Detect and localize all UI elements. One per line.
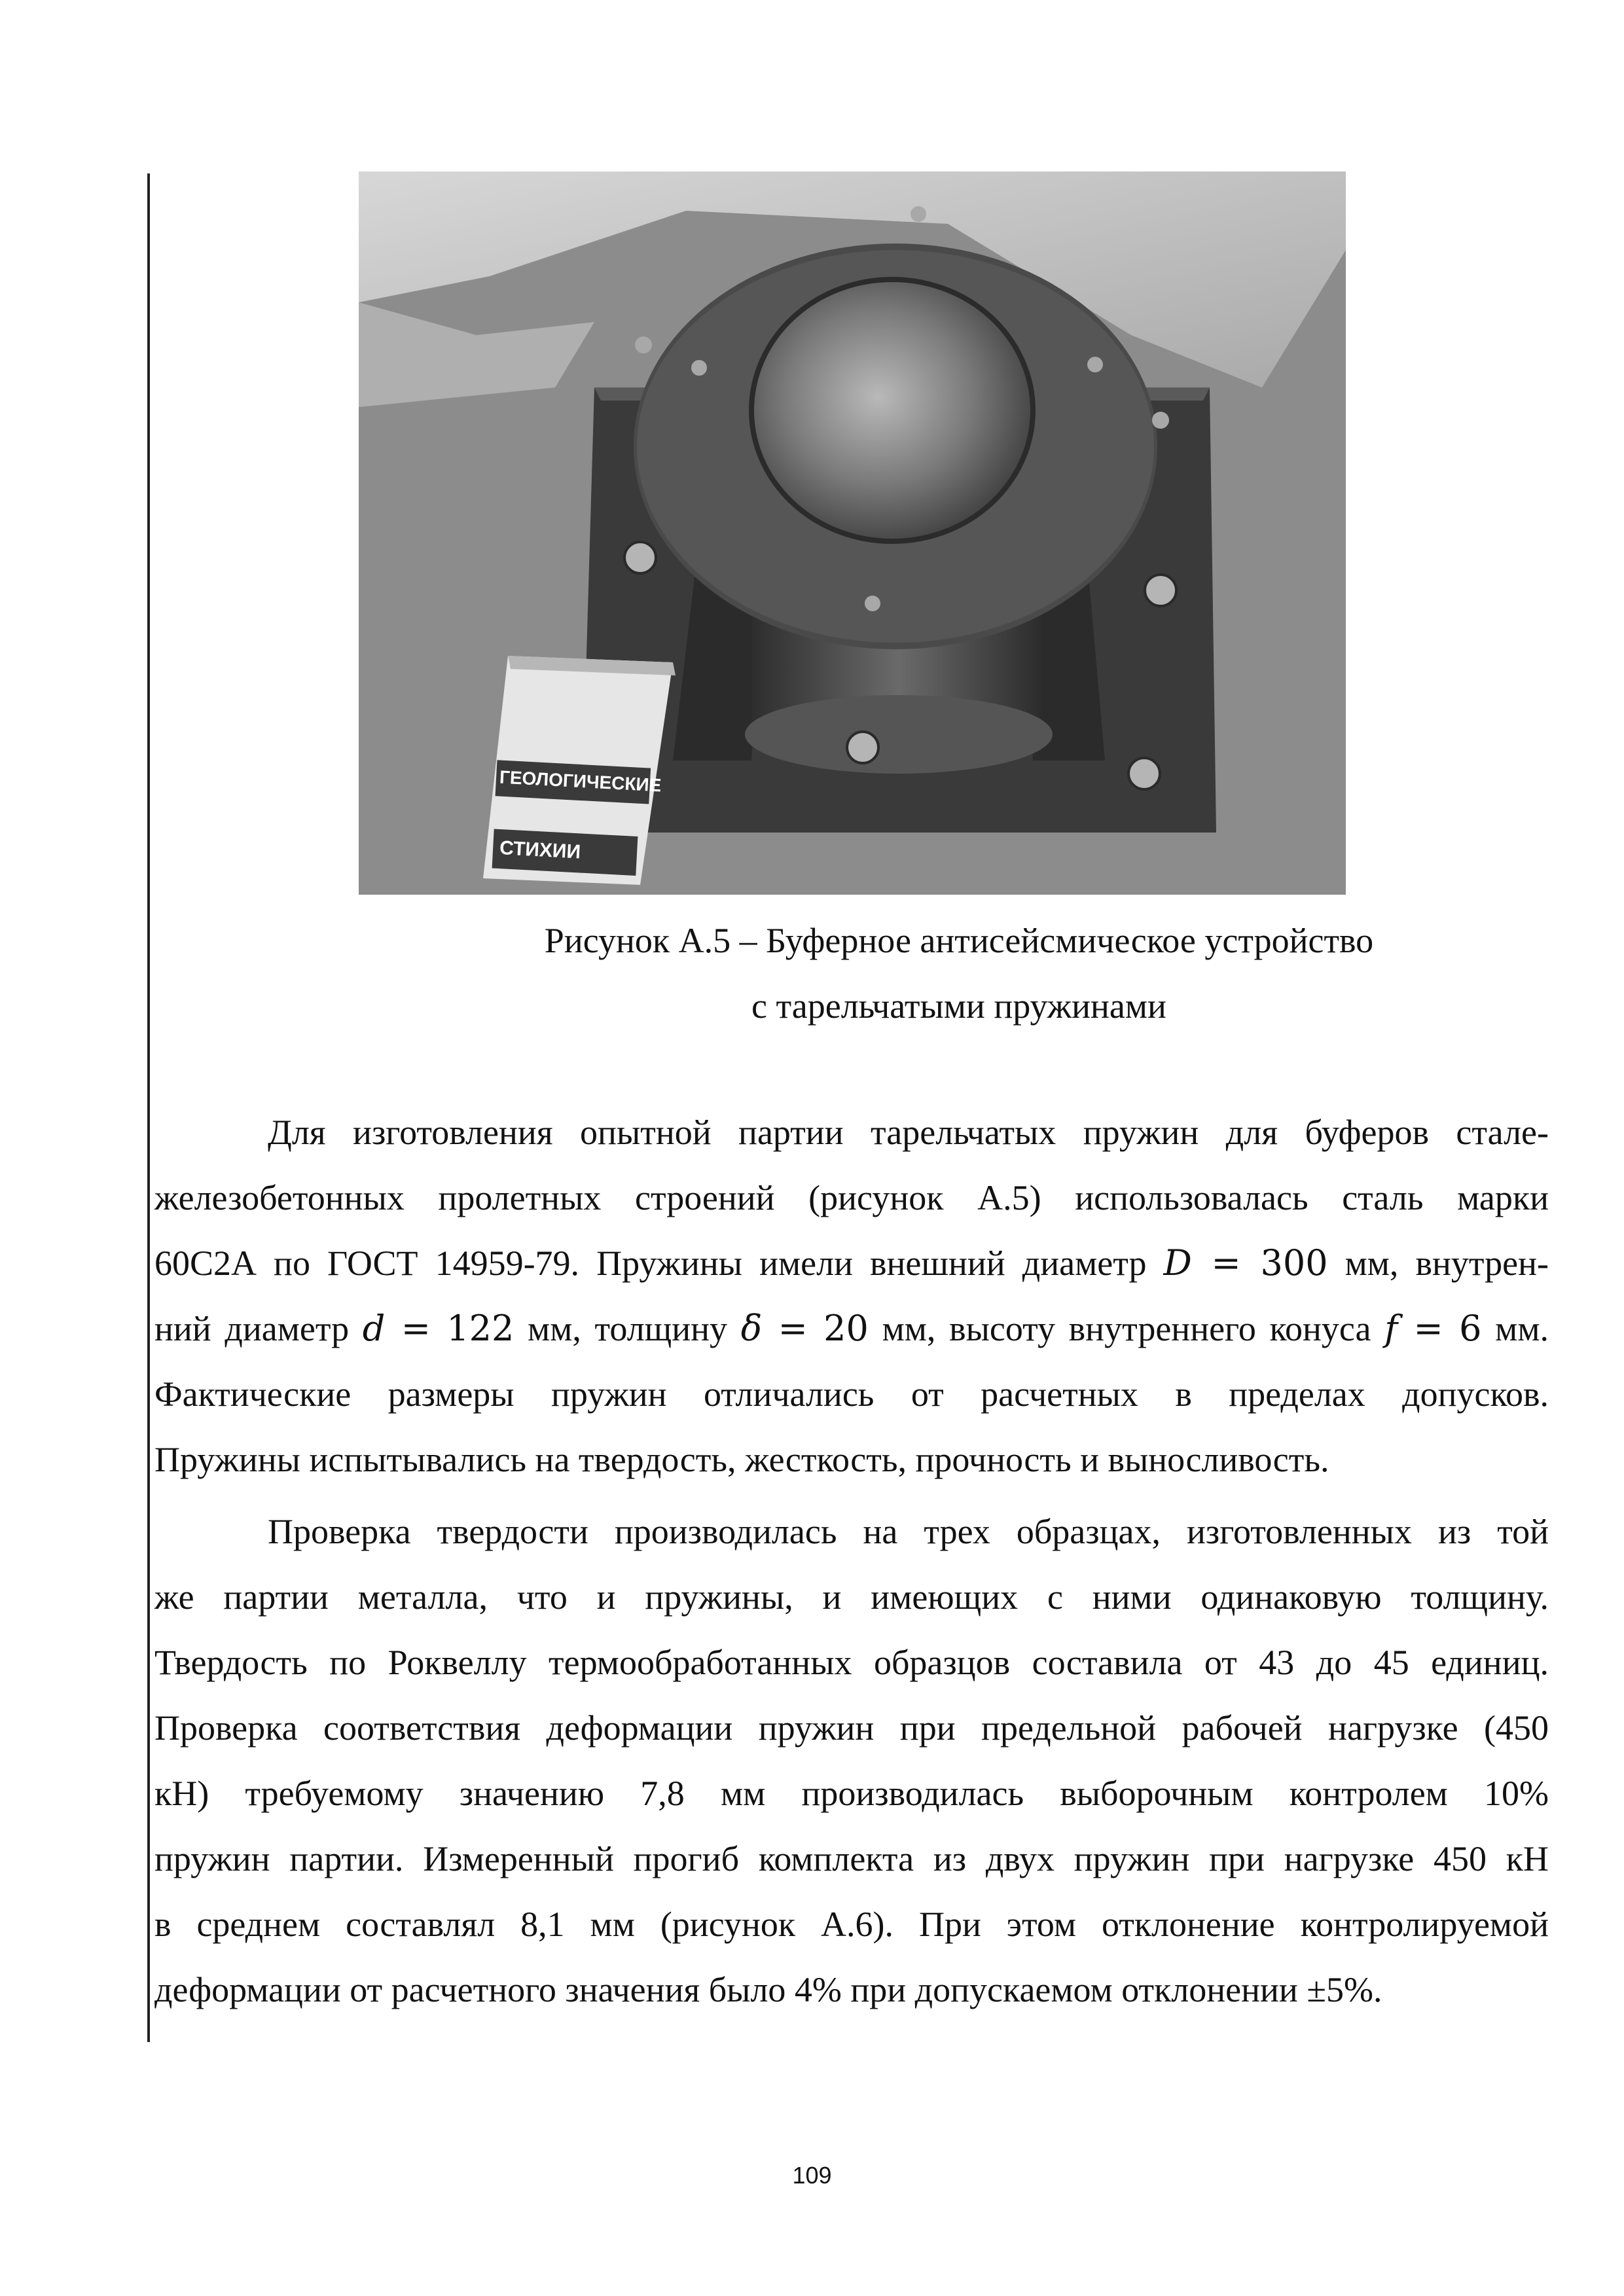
p2-line-5: кН) требуемому значению 7,8 мм производилась выборочным контролем 10% xyxy=(154,1774,1549,1813)
figure-caption-line-1: Рисунок А.5 – Буферное антисейсмическое устройство xyxy=(544,921,1374,960)
figure-photo xyxy=(359,171,1346,895)
p2-line-8: деформации от расчетного значения было 4% при допускаемом отклонении ±5%. xyxy=(154,1970,1382,2009)
paragraph-2 xyxy=(154,1499,1549,2022)
buffer-device-photo xyxy=(359,171,1346,895)
math-D: D xyxy=(1163,1242,1192,1283)
math-f: f xyxy=(1384,1308,1398,1349)
p2-line-1: Проверка твердости производилась на трех образцах, изготовленных из той xyxy=(268,1512,1549,1551)
margin-rule xyxy=(147,173,150,2042)
math-delta: δ xyxy=(740,1308,763,1349)
math-d: d xyxy=(362,1308,386,1349)
p1-line-4: ний диаметр d = 122 мм, толщину δ = 20 мм, высоту внутреннего конуса f = 6 мм. xyxy=(154,1308,1549,1349)
book-title-2: СТИХИИ xyxy=(499,837,581,863)
p1-line-2: железобетонных пролетных строений (рисунок А.5) использовалась сталь марки xyxy=(154,1178,1549,1217)
p2-line-2: же партии металла, что и пружины, и имеющих с ними одинаковую толщину. xyxy=(154,1577,1549,1617)
book-title-1: ГЕОЛОГИЧЕСКИЕ xyxy=(499,766,662,796)
page-number: 109 xyxy=(792,2162,832,2189)
paragraph-1 xyxy=(154,1100,1549,1492)
p1-line-5: Фактические размеры пружин отличались от расчетных в пределах допусков. xyxy=(154,1374,1549,1414)
p1-line-1: Для изготовления опытной партии тарельчатых пружин для буферов стале- xyxy=(268,1113,1549,1152)
p2-line-6: пружин партии. Измеренный прогиб комплекта из двух пружин при нагрузке 450 кН xyxy=(154,1839,1549,1878)
p2-line-4: Проверка соответствия деформации пружин при предельной рабочей нагрузке (450 xyxy=(154,1708,1549,1748)
p2-line-7: в среднем составлял 8,1 мм (рисунок А.6). При этом отклонение контролируемой xyxy=(154,1905,1549,1944)
p1-line-6: Пружины испытывались на твердость, жесткость, прочность и выносливость. xyxy=(154,1440,1329,1479)
figure-caption-line-2: с тарельчатыми пружинами xyxy=(751,986,1166,1026)
p2-line-3: Твердость по Роквеллу термообработанных образцов составила от 43 до 45 единиц. xyxy=(154,1643,1549,1682)
p1-line-3: 60С2А по ГОСТ 14959-79. Пружины имели внешний диаметр D = 300 мм, внутрен- xyxy=(154,1242,1549,1283)
